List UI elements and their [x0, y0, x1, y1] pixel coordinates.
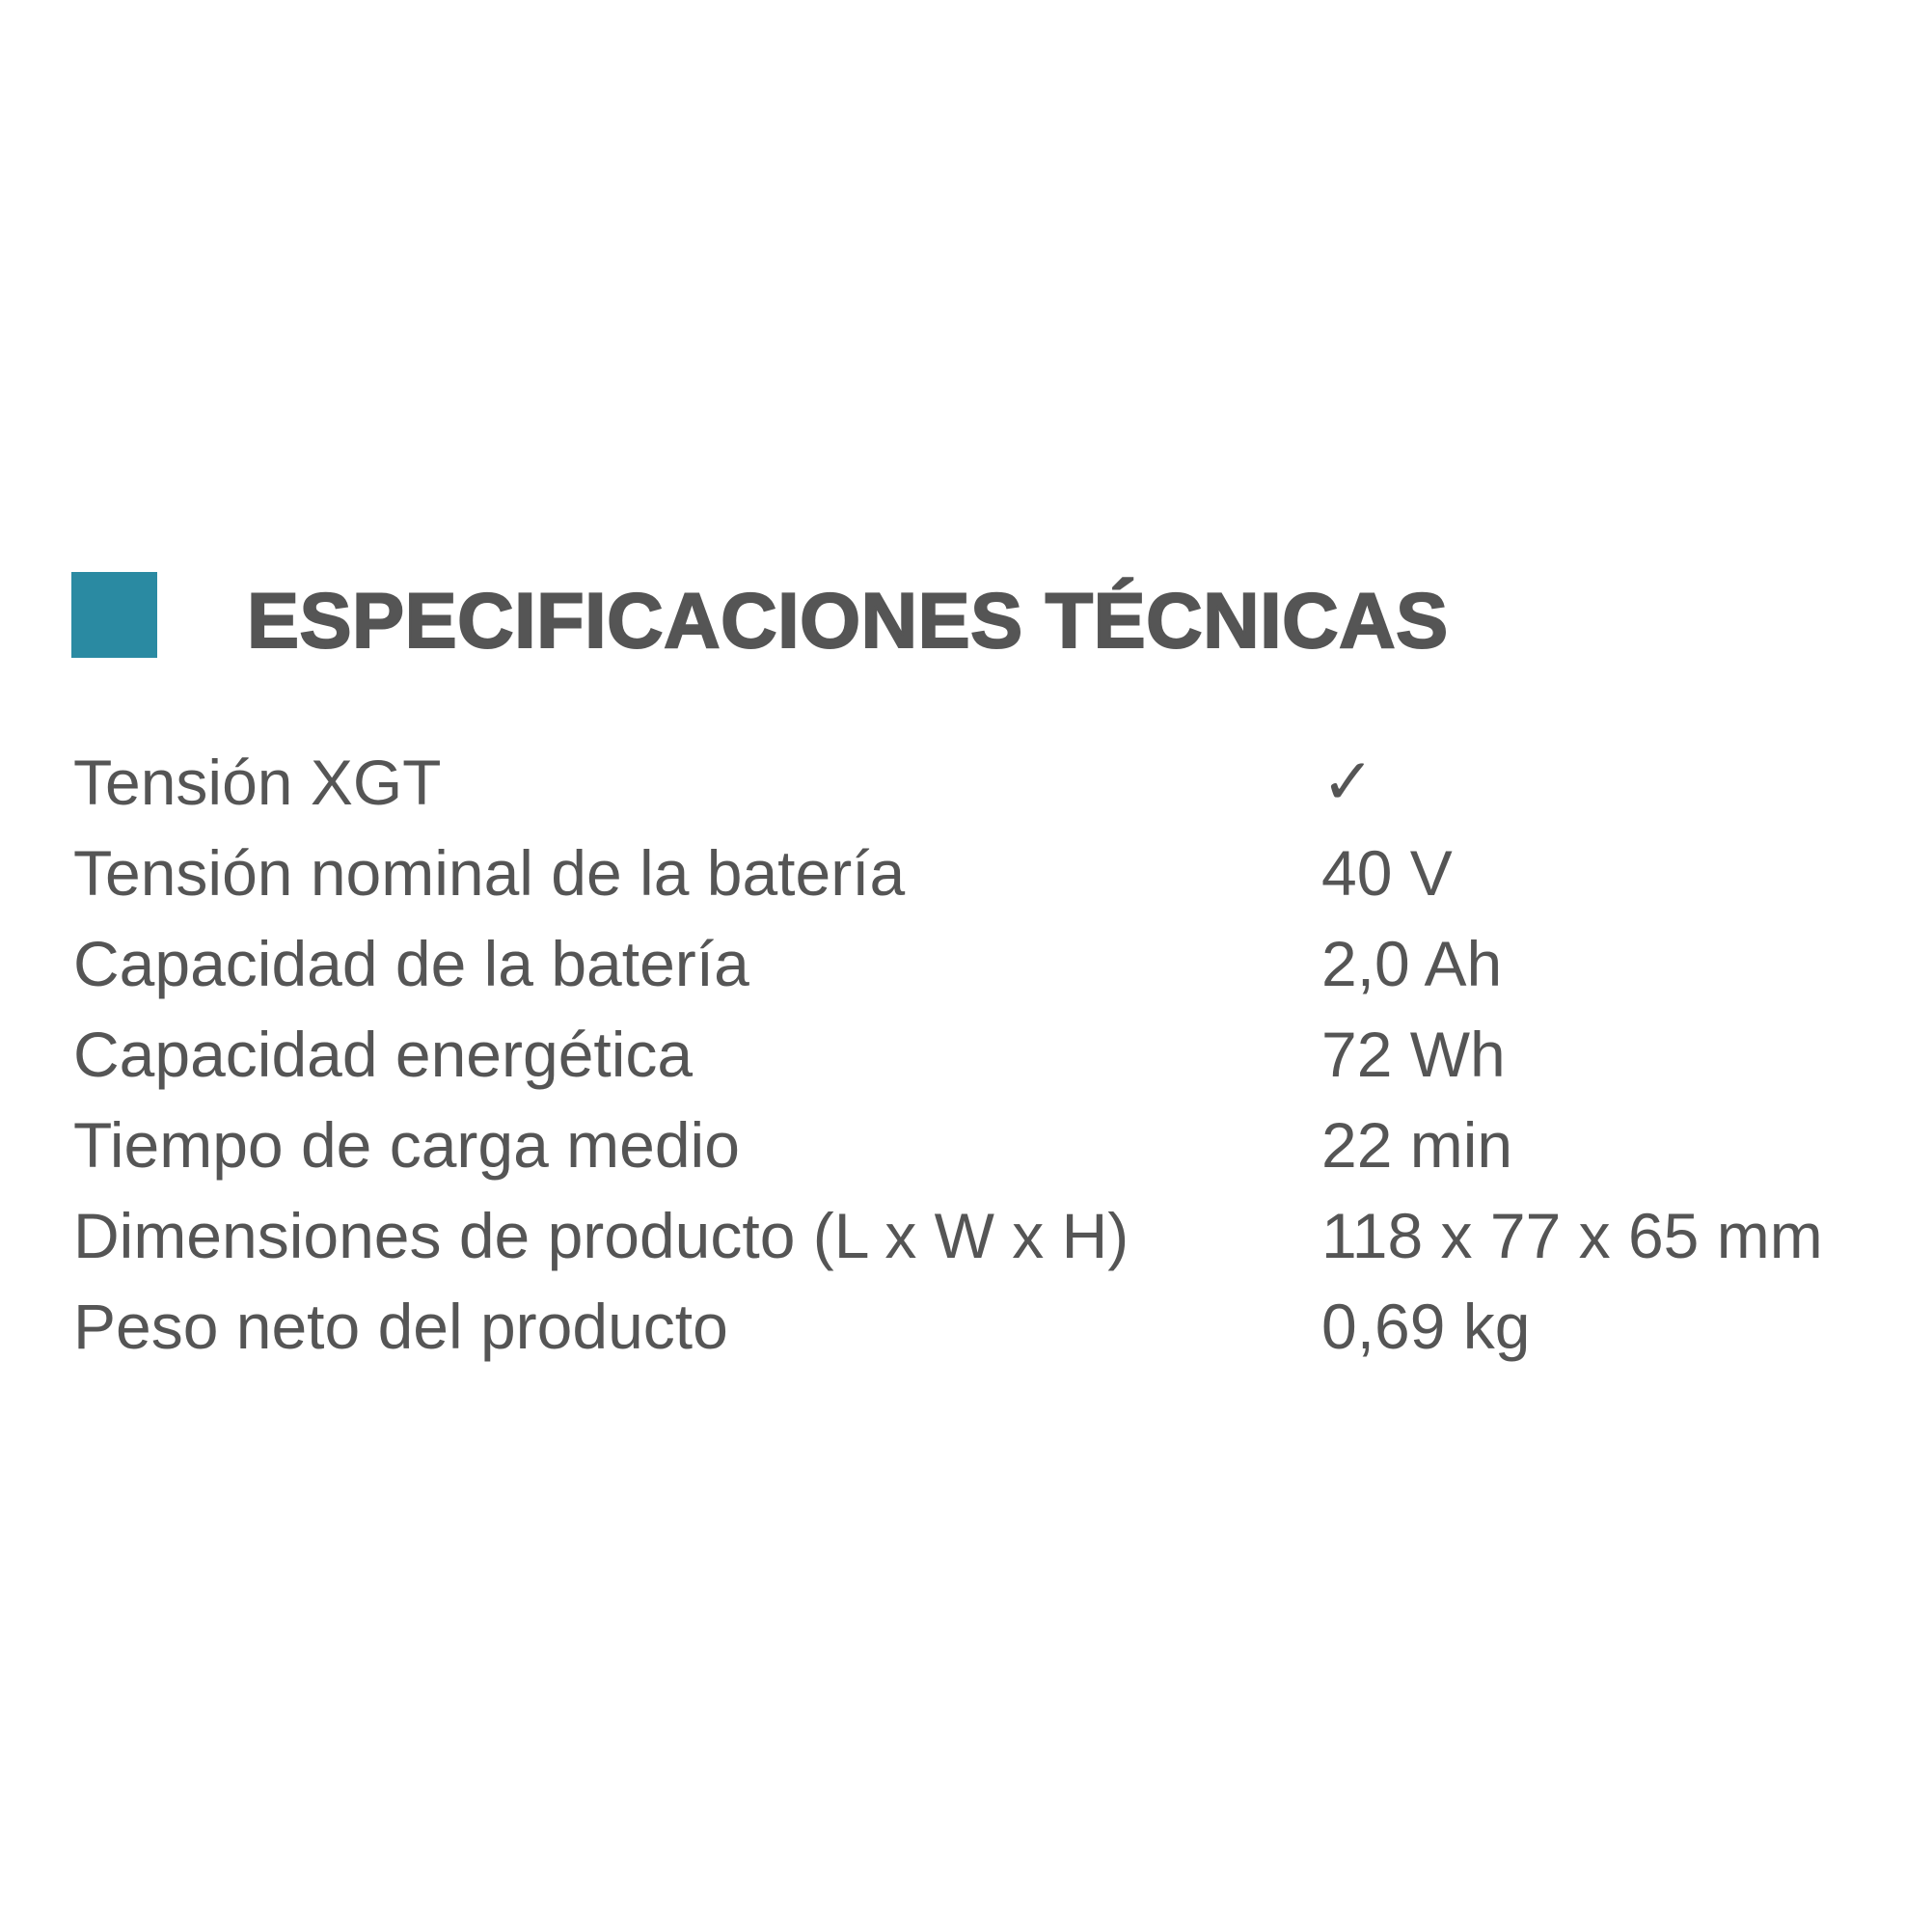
spec-label: Tensión nominal de la batería	[73, 837, 906, 909]
spec-row-net-weight	[73, 1281, 1906, 1372]
spec-value: 118 x 77 x 65 mm	[1321, 1200, 1823, 1271]
spec-label: Dimensiones de producto (L x W x H)	[73, 1200, 1129, 1271]
spec-value: 22 min	[1321, 1109, 1513, 1181]
spec-table	[73, 737, 1906, 1372]
spec-row-charge-time	[73, 1100, 1906, 1190]
spec-value: 0,69 kg	[1321, 1291, 1531, 1362]
spec-row-dimensions	[73, 1190, 1906, 1281]
spec-label: Capacidad energética	[73, 1019, 694, 1090]
spec-label: Capacidad de la batería	[73, 928, 749, 999]
spec-value: 40 V	[1321, 837, 1453, 909]
spec-row-nominal-voltage	[73, 828, 1906, 918]
checkmark-icon: ✓	[1321, 745, 1375, 819]
spec-label: Peso neto del producto	[73, 1291, 728, 1362]
spec-row-energy-capacity	[73, 1009, 1906, 1100]
spec-value: 2,0 Ah	[1321, 928, 1503, 999]
section-title: ESPECIFICACIONES TÉCNICAS	[247, 578, 1449, 665]
section-accent-square	[71, 572, 157, 658]
spec-row-battery-capacity	[73, 918, 1906, 1009]
spec-label: Tensión XGT	[73, 747, 442, 818]
spec-value: 72 Wh	[1321, 1019, 1506, 1090]
spec-row-xgt-voltage	[73, 737, 1906, 828]
spec-label: Tiempo de carga medio	[73, 1109, 740, 1181]
